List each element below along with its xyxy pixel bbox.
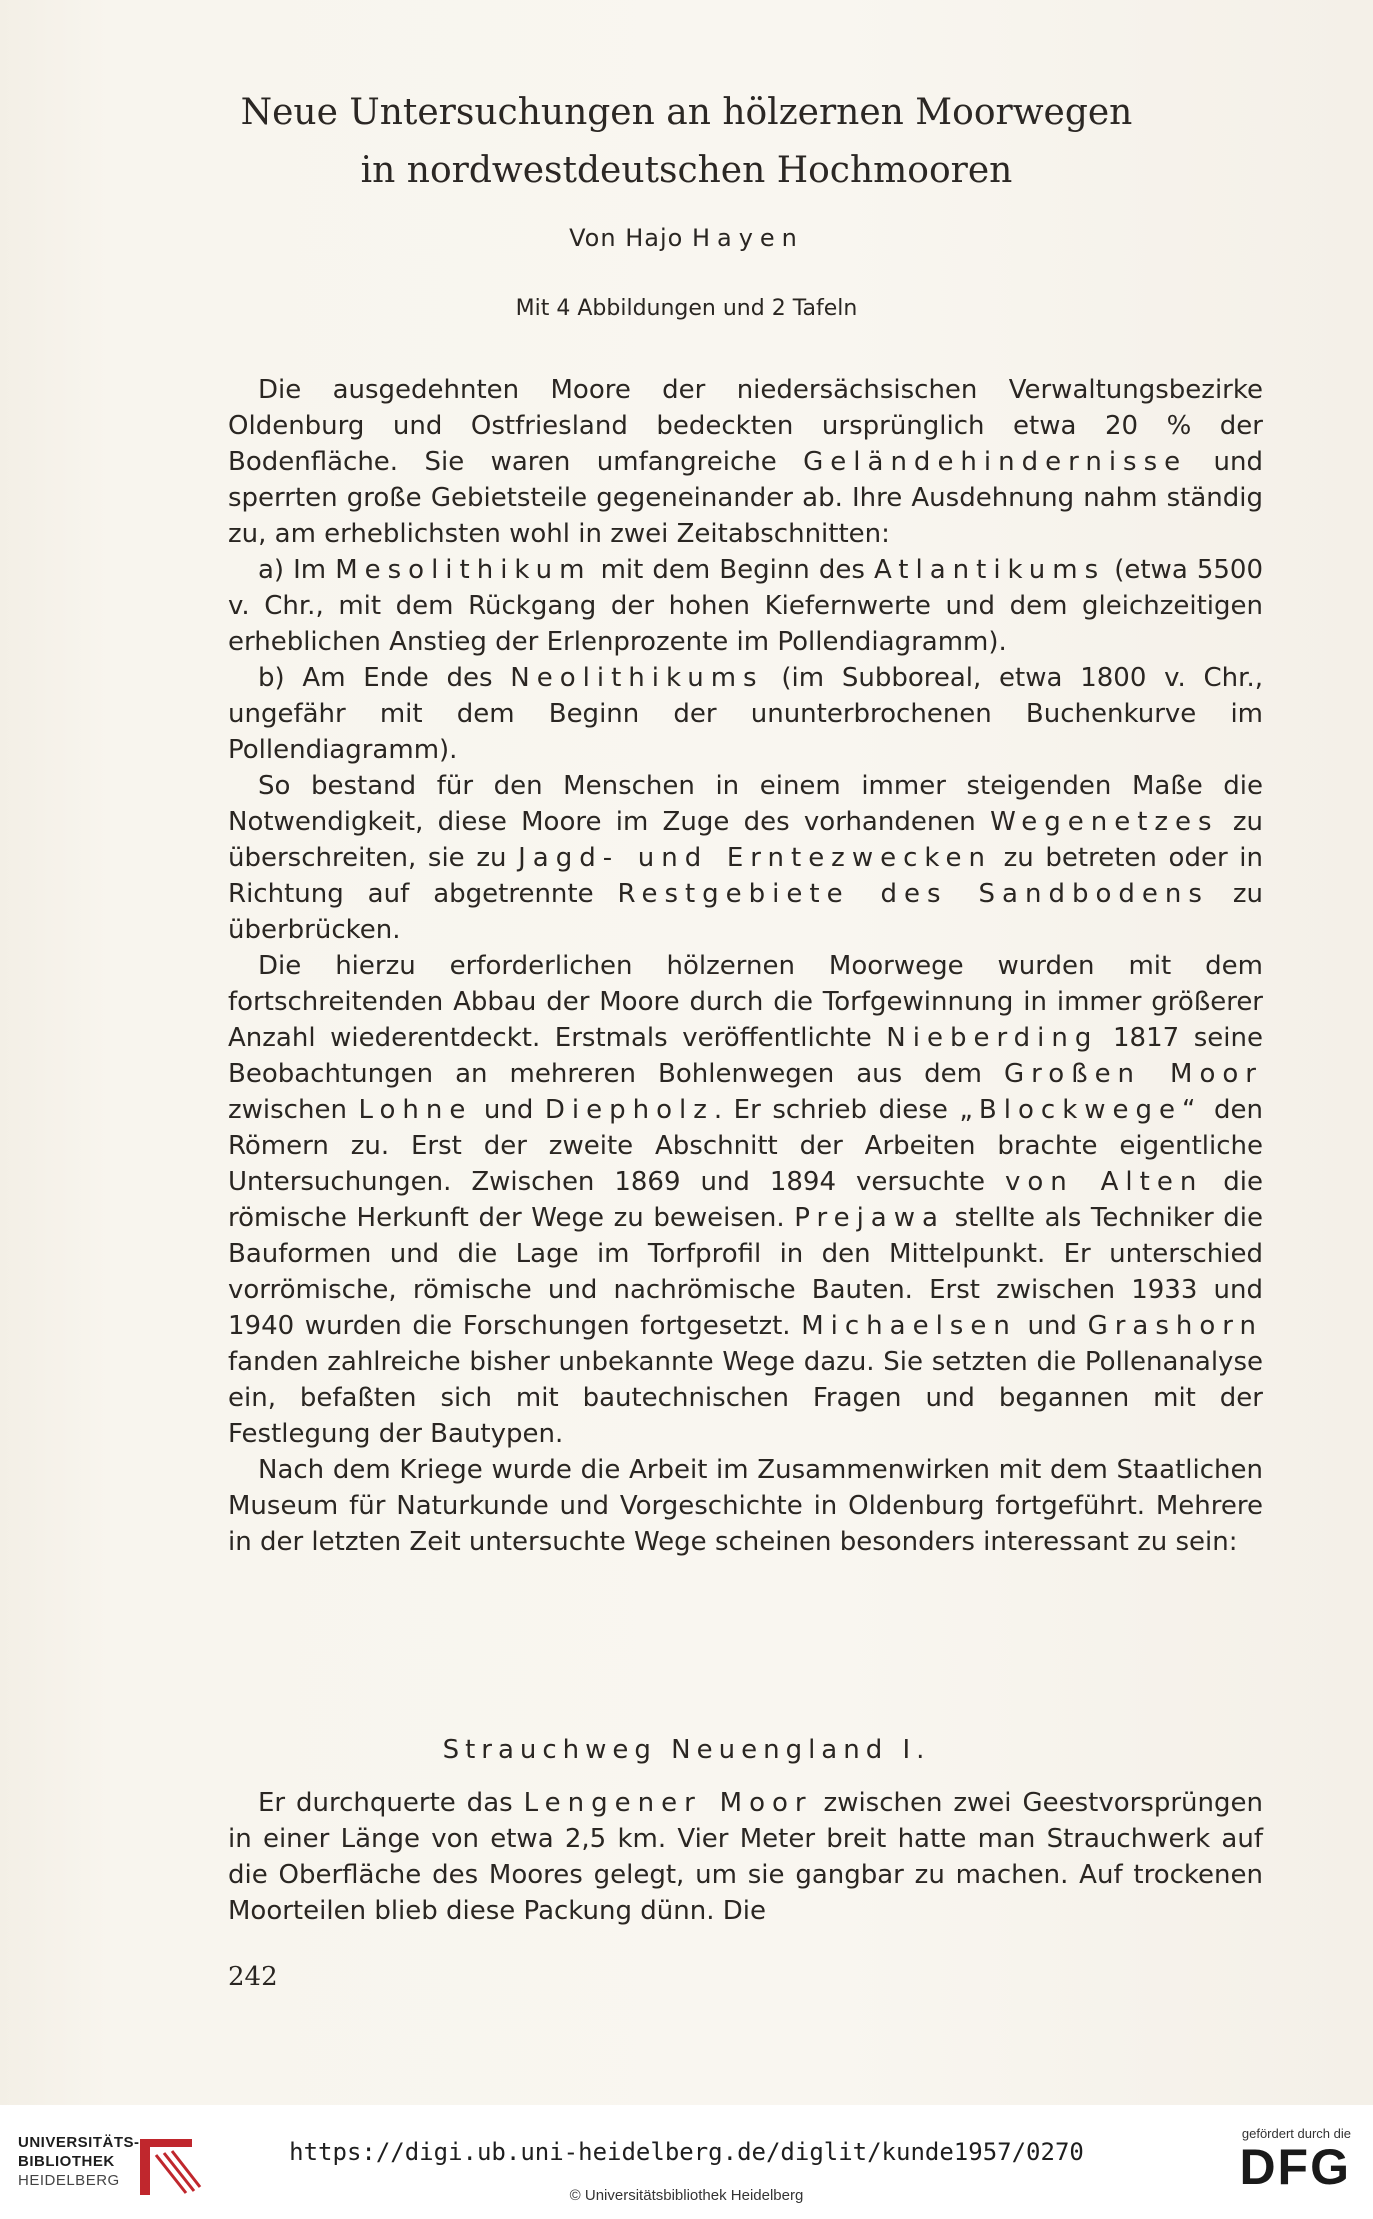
text-run: zwischen: [228, 1095, 359, 1125]
spaced-term: Geländehindernisse: [803, 447, 1188, 477]
library-line-1: UNIVERSITÄTS-: [18, 2134, 140, 2151]
spaced-name: Lohne: [358, 1095, 473, 1125]
spaced-term: Neolithikums: [510, 663, 764, 693]
text-run: b) Am Ende des: [258, 663, 511, 693]
spaced-name: Prejawa: [794, 1203, 945, 1233]
spaced-name: Diepholz: [544, 1095, 714, 1125]
sponsor-caption: gefördert durch die: [1241, 2126, 1351, 2141]
library-line-2: BIBLIOTHEK: [18, 2153, 115, 2170]
paragraph-postwar: Nach dem Kriege wurde die Arbeit im Zusammenwirken mit dem Staatlichen Museum für Naturkunde und Vorgeschichte in Oldenburg fortgeführt. Mehrere in der letzten Zeit untersuchte Wege scheinen besonders interessant zu sein:: [228, 1455, 1263, 1557]
body-text-block-1: [228, 372, 1263, 1560]
spaced-name: Großen Moor: [1004, 1059, 1263, 1089]
author-byline: [0, 224, 1373, 252]
spaced-term: Mesolithikum: [335, 555, 592, 585]
text-run: 1817 seine Beobachtungen an mehreren Bohlenwegen aus dem: [228, 1023, 1263, 1089]
author-name: Hayen: [691, 224, 804, 252]
body-text-block-2: [228, 1785, 1263, 1929]
library-line-3: HEIDELBERG: [18, 2172, 120, 2189]
article-title-line-2: in nordwestdeutschen Hochmooren: [360, 150, 1013, 191]
text-run: Die ausgedehnten Moore der niedersächsischen Verwaltungsbezirke Oldenburg und Ostfriesland bedeckten ursprünglich etwa 20 % der Bodenfläche. Sie waren umfangreiche: [228, 375, 1263, 477]
spaced-name: Michaelsen: [801, 1311, 1017, 1341]
text-run: fanden zahlreiche bisher unbekannte Wege dazu. Sie setzten die Pollenanalyse ein, befaßten sich mit bautechnischen Fragen und begannen mit der Festlegung der Bautypen.: [228, 1347, 1263, 1449]
text-run: die römische Herkunft der Wege zu beweisen.: [228, 1167, 1263, 1233]
page-number: 242: [228, 1962, 278, 1992]
text-run: mit dem Beginn des: [591, 555, 874, 585]
spaced-name: Lengener Moor: [523, 1788, 813, 1818]
dfg-wordmark: DFG: [1239, 2139, 1351, 2195]
byline-prefix: Von Hajo: [569, 224, 692, 252]
text-run: Er durchquerte das: [258, 1788, 524, 1818]
permalink-url[interactable]: https://digi.ub.uni-heidelberg.de/diglit/kunde1957/0270: [289, 2138, 1084, 2166]
paragraph-history: [228, 948, 1263, 1452]
dfg-logo[interactable]: [1211, 2126, 1351, 2193]
section-heading: Strauchweg Neuengland I.: [442, 1735, 931, 1765]
spaced-name: Nieberding: [886, 1023, 1099, 1053]
illustrations-note: Mit 4 Abbildungen und 2 Tafeln: [515, 296, 858, 321]
article-title-line-1: Neue Untersuchungen an hölzernen Moorwegen: [240, 92, 1133, 133]
spaced-name: Grashorn: [1087, 1311, 1263, 1341]
text-run: zu überschreiten, sie zu: [228, 807, 1263, 873]
paragraph-item-b: [228, 660, 1263, 768]
text-run: . Er schrieb diese: [713, 1095, 960, 1125]
copyright-notice: © Universitätsbibliothek Heidelberg: [569, 2187, 804, 2204]
spaced-term: „Blockwege“: [959, 1095, 1203, 1125]
text-run: Die hierzu erforderlichen hölzernen Moorwege wurden mit dem fortschreitenden Abbau der Moore durch die Torfgewinnung in immer größerer Anzahl wiederentdeckt. Erstmals veröffentlichte: [228, 951, 1263, 1053]
text-run: (im Subboreal, etwa 1800 v. Chr., ungefähr mit dem Beginn der ununterbrochenen Buchenkurve im Pollendiagramm).: [228, 663, 1263, 765]
spaced-term: Jagd- und Erntezwecken: [518, 843, 992, 873]
text-run: So bestand für den Menschen in einem immer steigenden Maße die Notwendigkeit, diese Moore im Zuge des vorhandenen: [228, 771, 1263, 837]
text-run: und: [1016, 1311, 1088, 1341]
paragraph-intro: [228, 372, 1263, 552]
text-run: zwischen zwei Geestvorsprüngen in einer Länge von etwa 2,5 km. Vier Meter breit hatte man Strauchwerk auf die Oberfläche des Moores gelegt, um sie gangbar zu machen. Auf trockenen Moorteilen blieb diese Packung dünn. Die: [228, 1788, 1263, 1926]
paragraph-strauchweg: [228, 1785, 1263, 1929]
paragraph-item-a: [228, 552, 1263, 660]
text-run: zu überbrücken.: [228, 879, 1264, 945]
spaced-name: von Alten: [1004, 1167, 1204, 1197]
spaced-term: Atlantikums: [873, 555, 1106, 585]
text-run: den Römern zu. Erst der zweite Abschnitt der Arbeiten brachte eigentliche Untersuchungen. Zwischen 1869 und 1894 versuchte: [228, 1095, 1263, 1197]
paragraph-necessity: [228, 768, 1263, 948]
spaced-term: Restgebiete des Sandbodens: [617, 879, 1209, 909]
spaced-term: Wegenetzes: [990, 807, 1219, 837]
text-run: und: [472, 1095, 545, 1125]
text-run: stellte als Techniker die Bauformen und die Lage im Torfprofil in den Mittelpunkt. Er unterschied vorrömische, römische und nachrömische Bauten. Erst zwischen 1933 und 1940 wurden die Forschungen fortgesetzt.: [228, 1203, 1263, 1341]
text-run: a) Im: [258, 555, 336, 585]
text-run: und sperrten große Gebietsteile gegeneinander ab. Ihre Ausdehnung nahm ständig zu, am erheblichsten wohl in zwei Zeitabschnitten:: [228, 447, 1263, 549]
text-run: (etwa 5500 v. Chr., mit dem Rückgang der hohen Kiefernwerte und dem gleichzeitigen erheblichen Anstieg der Erlenprozente im Pollendiagramm).: [228, 555, 1263, 657]
text-run: zu betreten oder in Richtung auf abgetrennte: [228, 843, 1263, 909]
